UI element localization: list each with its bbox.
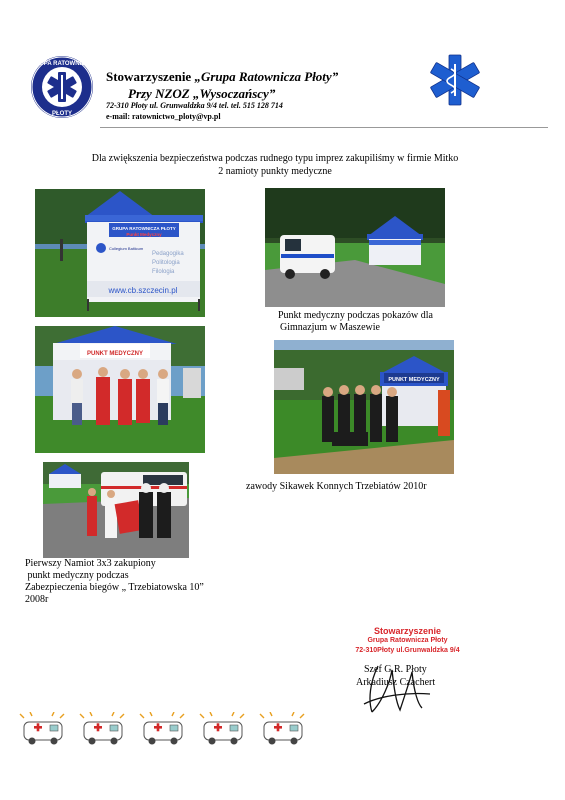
stamp-line-3: 72-310Płoty ul.Grunwaldzka 9/4 [355,647,460,654]
organization-subtitle: Przy NZOZ „Wysoczańscy” [128,86,276,101]
stamp-line-2: Grupa Ratownicza Płoty [367,637,448,644]
caption-first-tent-line-4: 2008r [25,594,49,605]
tent-label-2: Punkt Medyczny [126,232,162,237]
caption-gimnazjum [278,310,478,334]
photo-ambulance-tent [265,188,445,307]
caption-first-tent [25,558,285,606]
caption-sikawek: zawody Sikawek Konnych Trzebiatów 2010r [246,481,427,492]
tent-label-3: Collegium Balticum [109,246,144,251]
tent-punkt-medyczny-label-1: PUNKT MEDYCZNY [86,351,144,357]
tent-label-4: Pedagogika [152,251,184,257]
tent-label-6: Filologia [152,269,175,275]
footer-ambulance-icon-5 [258,712,308,746]
photo-firefighters-team [274,340,454,474]
organization-email: e-mail: ratownictwo_ploty@vp.pl [106,112,221,121]
organization-address: 72-310 Płoty ul. Grunwaldzka 9/4 tel. tel. 515 128 714 [106,101,283,110]
intro-text [40,152,510,178]
caption-first-tent-line-2: punkt medyczny podczas [25,570,129,581]
footer-ambulance-icon-3 [138,712,188,746]
tent-label-1: GRUPA RATOWNICZA PŁOTY [112,226,176,231]
organization-logo [30,55,94,119]
photo-tent-collegium [35,189,205,317]
tent-label-5: Politologia [152,260,180,266]
intro-line-1: Dla zwiększenia bezpieczeństwa podczas rudnego typu imprez zakupiliśmy w firmie Mitko [91,153,459,164]
tent-punkt-medyczny-label-2: PUNKT MEDYCZNY [388,377,440,383]
organization-name [106,69,338,85]
handwritten-signature [360,662,435,716]
logo-ring-text-bottom: PŁOTY [51,111,73,117]
caption-first-tent-line-3: Zabezpieczenia biegów „ Trzebiatowska 10” [25,582,204,593]
organization-stamp [345,626,470,656]
logo-ring-text-top: GRUPA RATOWNICZA [30,61,94,67]
signature-title: Szef G.R. Płoty [364,664,427,675]
tent-label-7: www.cb.szczecin.pl [108,286,178,295]
footer-ambulance-icon-2 [78,712,128,746]
stamp-line-1: Stowarzyszenie [373,626,442,636]
signature-name: Arkadiusz Czachert [356,677,436,688]
caption-gimnazjum-line-1: Punkt medyczny podczas pokazów dla [278,310,433,321]
header-divider [100,127,548,128]
organization-name-italic: „Grupa Ratownicza Płoty” [194,69,339,84]
caption-gimnazjum-line-2: Gimnazjum w Maszewie [280,322,380,333]
footer-ambulance-icon-1 [18,712,68,746]
photo-stretcher-rescue [43,462,189,558]
caption-first-tent-line-1: Pierwszy Namiot 3x3 zakupiony [25,558,156,569]
organization-name-prefix: Stowarzyszenie [106,69,195,84]
star-of-life-icon [428,53,482,107]
footer-ambulance-icon-4 [198,712,248,746]
photo-team-red-uniforms [35,326,205,453]
intro-line-2: 2 namioty punkty medyczne [218,166,332,177]
